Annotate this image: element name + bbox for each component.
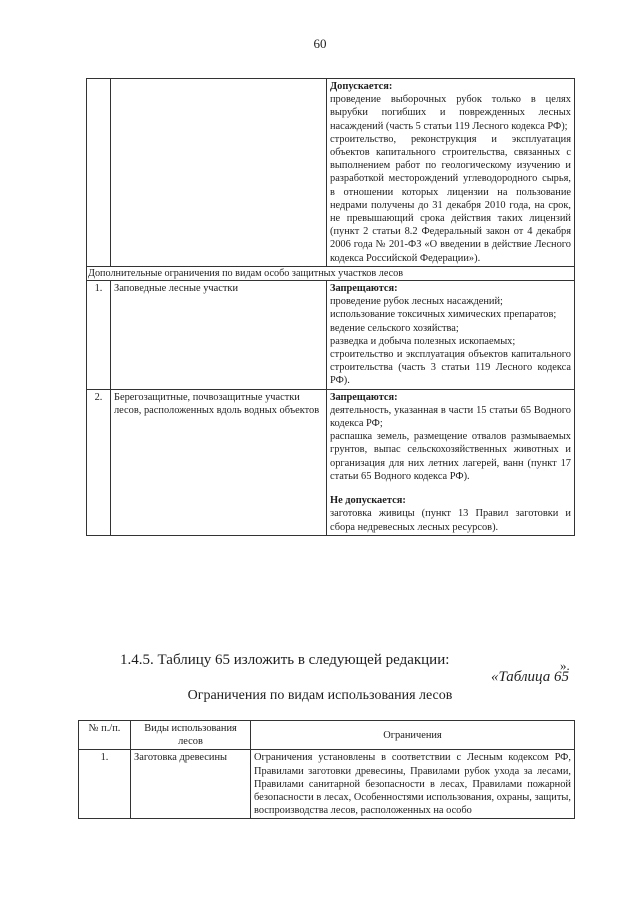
closing-quote: ». xyxy=(560,658,570,673)
row-number: 2. xyxy=(87,389,111,535)
restrictions-cell xyxy=(327,281,575,390)
prohibited-heading: Запрещаются: xyxy=(330,391,398,403)
restriction-item: заготовка живицы (пункт 13 Правил заготовки и сбора недревесных лесных ресурсов). xyxy=(330,508,571,533)
restrictions-cell xyxy=(327,389,575,535)
allowed-heading: Допускается: xyxy=(330,81,393,92)
forest-type: Берегозащитные, почвозащитные участки лесов, расположенных вдоль водных объектов xyxy=(111,389,327,535)
section-heading-row xyxy=(87,266,575,280)
row-number-cell xyxy=(87,79,111,267)
restrictions-cell xyxy=(327,79,575,267)
restriction-item: проведение выборочных рубок только в целях вырубки погибших и поврежденных лесных насаждений (часть 5 статьи 119 Лесного кодекса РФ); xyxy=(330,94,571,132)
restrictions-table-continued xyxy=(86,78,575,536)
column-header: Виды использования лесов xyxy=(131,721,251,750)
table-row xyxy=(87,79,575,267)
clause-text: 1.4.5. Таблицу 65 изложить в следующей редакции: xyxy=(120,652,450,668)
restriction-item: разведка и добыча полезных ископаемых; xyxy=(330,335,516,347)
table-row xyxy=(87,281,575,390)
usage-restrictions-table xyxy=(78,720,575,819)
restriction-item: строительство, реконструкция и эксплуатация объектов капитального строительства, связанных с выполнением работ по геологическому изучению и разработкой месторождений углеводородного сырья, в отношении которых лицензии на пользование недрами получены до 31 декабря 2010 года, на срок, не превышающий срока действия таких лицензий (пункт 2 статьи 8.2 Федеральный закон от 4 декабря 2006 года № 201-ФЗ «О введении в действие Лесного кодекса Российской Федерации»). xyxy=(330,133,571,264)
restriction-item: использование токсичных химических препаратов; xyxy=(330,309,557,321)
row-number: 1. xyxy=(79,750,131,819)
table-row xyxy=(79,750,575,819)
column-header: № п./п. xyxy=(79,721,131,750)
restriction-item: строительство и эксплуатация объектов капитального строительства (часть 3 статьи 119 Лесного кодекса РФ). xyxy=(330,349,571,387)
section-heading: Дополнительные ограничения по видам особо защитных участков лесов xyxy=(87,266,575,280)
column-header: Ограничения xyxy=(251,721,575,750)
table-header-row xyxy=(79,721,575,750)
not-allowed-heading: Не допускается: xyxy=(330,495,406,507)
row-number: 1. xyxy=(87,281,111,390)
table-label: «Таблица 65 xyxy=(491,669,569,685)
restriction-item: ведение сельского хозяйства; xyxy=(330,322,459,334)
spacer xyxy=(330,483,571,494)
table-row xyxy=(87,389,575,535)
prohibited-heading: Запрещаются: xyxy=(330,283,398,295)
restrictions-text: Ограничения установлены в соответствии с Лесным кодексом РФ, Правилами заготовки древесины, Правилами рубок ухода за лесами, Правилами санитарной безопасности в лесах, Правилами пожарной безопасности в лесах, Особенностями использования, охраны, защиты, воспроизводства лесов, расположенных на особо xyxy=(251,750,575,819)
restriction-item: деятельность, указанная в части 15 статьи 65 Водного кодекса РФ; xyxy=(330,404,571,430)
restriction-item: проведение рубок лесных насаждений; xyxy=(330,296,503,308)
forest-type: Заповедные лесные участки xyxy=(111,281,327,390)
page-number: 60 xyxy=(313,36,327,51)
usage-type: Заготовка древесины xyxy=(131,750,251,819)
restriction-item: распашка земель, размещение отвалов размываемых грунтов, выпас сельскохозяйственных животных и организация для них летних лагерей, ванн (пункт 17 статьи 65 Водного кодекса РФ). xyxy=(330,431,571,482)
forest-type-cell xyxy=(111,79,327,267)
table-title: Ограничения по видам использования лесов xyxy=(187,688,453,703)
